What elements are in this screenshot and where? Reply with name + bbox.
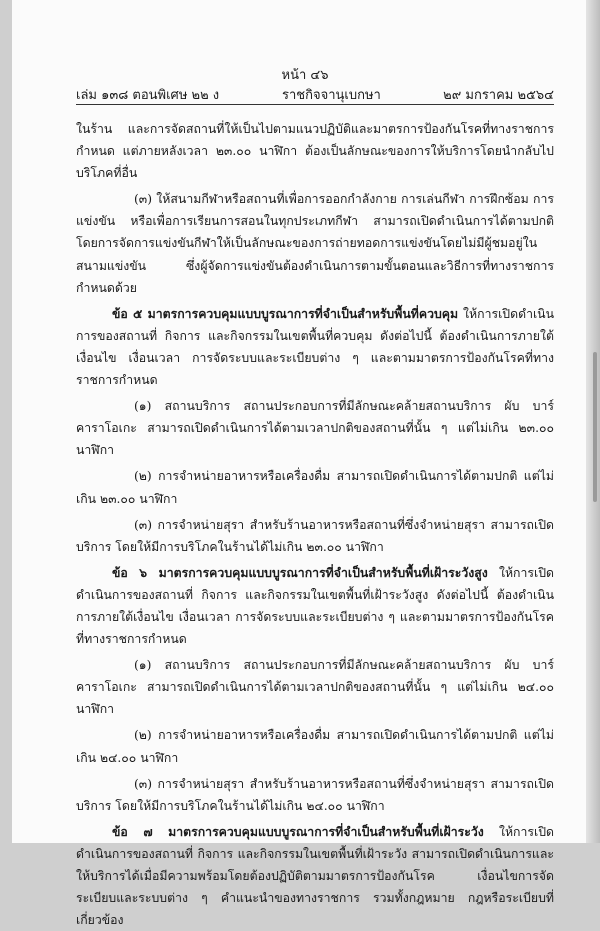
clause-7-text: ให้การเปิดดำเนินการของสถานที่ กิจการ และกิจกรรมในเขตพื้นที่เฝ้าระวัง สามารถเปิดดำเนินการและให้บริการได้เมื่อมีความพร้อมโดยต้องปฏิบัติตามมาตรการป้องกันโรค เงื่อนไขการจัดระเบียบและระบบต่าง ๆ คำแนะนำของทางราชการ รวมทั้งกฎหมาย กฎหรือระเบียบที่เกี่ยวข้อง xyxy=(76,824,555,928)
clause-5 xyxy=(76,303,554,391)
clause-6-item-2: (๒) การจำหน่ายอาหารหรือเครื่องดื่ม สามารถเปิดดำเนินการได้ตามปกติ แต่ไม่เกิน ๒๔.๐๐ นาฬิกา xyxy=(76,728,554,765)
clause-5-item-1: (๑) สถานบริการ สถานประกอบการที่มีลักษณะคล้ายสถานบริการ ผับ บาร์ คาราโอเกะ สามารถเปิดดำเนินการได้ตามเวลาปกติของสถานที่นั้น ๆ แต่ไม่เกิน ๒๓.๐๐ นาฬิกา xyxy=(76,399,554,458)
publication-date: ๒๙ มกราคม ๒๕๖๔ xyxy=(443,88,554,103)
clause-6 xyxy=(76,562,554,650)
clause-6-item-1: (๑) สถานบริการ สถานประกอบการที่มีลักษณะคล้ายสถานบริการ ผับ บาร์ คาราโอเกะ สามารถเปิดดำเนินการได้ตามเวลาปกติของสถานที่นั้น ๆ แต่ไม่เกิน ๒๔.๐๐ นาฬิกา xyxy=(76,658,554,717)
gazette-title: ราชกิจจานุเบกษา xyxy=(282,88,381,103)
document-body xyxy=(76,118,554,931)
clause-6-heading: ข้อ ๖ มาตรการควบคุมแบบบูรณาการที่จำเป็นสำหรับพื้นที่เฝ้าระวังสูง xyxy=(112,564,488,580)
clause-5-text: ให้การเปิดดำเนินการของสถานที่ กิจการ และกิจกรรมในเขตพื้นที่ควบคุม ดังต่อไปนี้ ต้องดำเนินการภายใต้เงื่อนไข เงื่อนเวลา การจัดระบบและระเบียบต่าง ๆ และตามมาตรการป้องกันโรคที่ทางราชการกำหนด xyxy=(76,306,554,388)
paragraph-continued: ในร้าน และการจัดสถานที่ให้เป็นไปตามแนวปฏิบัติและมาตรการป้องกันโรคที่ทางราชการกำหนด แต่ภายหลังเวลา ๒๓.๐๐ นาฬิกา ต้องเป็นลักษณะของการให้บริการโดยนำกลับไปบริโภคที่อื่น xyxy=(76,122,554,181)
volume-info: เล่ม ๑๓๘ ตอนพิเศษ ๒๒ ง xyxy=(76,88,220,103)
clause-5-heading: ข้อ ๕ มาตรการควบคุมแบบบูรณาการที่จำเป็นสำหรับพื้นที่ควบคุม xyxy=(112,305,459,321)
clause-5-item-2: (๒) การจำหน่ายอาหารหรือเครื่องดื่ม สามารถเปิดดำเนินการได้ตามปกติ แต่ไม่เกิน ๒๓.๐๐ นาฬิกา xyxy=(76,469,554,506)
scrollbar[interactable] xyxy=(593,352,597,502)
header-rule xyxy=(76,104,554,105)
document-page xyxy=(12,0,598,928)
clause-5-item-3: (๓) การจำหน่ายสุรา สำหรับร้านอาหารหรือสถานที่ซึ่งจำหน่ายสุรา สามารถเปิดบริการ โดยให้มีการบริโภคในร้านได้ไม่เกิน ๒๓.๐๐ นาฬิกา xyxy=(76,517,554,554)
gazette-header xyxy=(76,84,554,102)
clause-6-item-3: (๓) การจำหน่ายสุรา สำหรับร้านอาหารหรือสถานที่ซึ่งจำหน่ายสุรา สามารถเปิดบริการ โดยให้มีการบริโภคในร้านได้ไม่เกิน ๒๔.๐๐ นาฬิกา xyxy=(76,776,554,813)
paragraph-item-3-sports: (๓) ให้สนามกีฬาหรือสถานที่เพื่อการออกกำลังกาย การเล่นกีฬา การฝึกซ้อม การแข่งขัน หรือเพื่อการเรียนการสอนในทุกประเภทกีฬา สามารถเปิดดำเนินการได้ตามปกติ โดยการจัดการแข่งขันกีฬาให้เป็นลักษณะของการถ่ายทอดการแข่งขันโดยไม่มีผู้ชมอยู่ในสนามแข่งขัน ซึ่งผู้จัดการแข่งขันต้องดำเนินการตามขั้นตอนและวิธีการที่ทางราชการกำหนดด้วย xyxy=(76,192,554,295)
clause-7 xyxy=(76,821,554,931)
clause-7-heading: ข้อ ๗ มาตรการควบคุมแบบบูรณาการที่จำเป็นสำหรับพื้นที่เฝ้าระวัง xyxy=(112,823,484,839)
page-number: หน้า ๔๖ xyxy=(281,68,329,83)
clause-6-text: ให้การเปิดดำเนินการของสถานที่ กิจการ และกิจกรรมในเขตพื้นที่เฝ้าระวังสูง ดังต่อไปนี้ ต้องดำเนินการภายใต้เงื่อนไข เงื่อนเวลา การจัดระบบและระเบียบต่าง ๆ และตามมาตรการป้องกันโรคที่ทางราชการกำหนด xyxy=(76,565,554,647)
